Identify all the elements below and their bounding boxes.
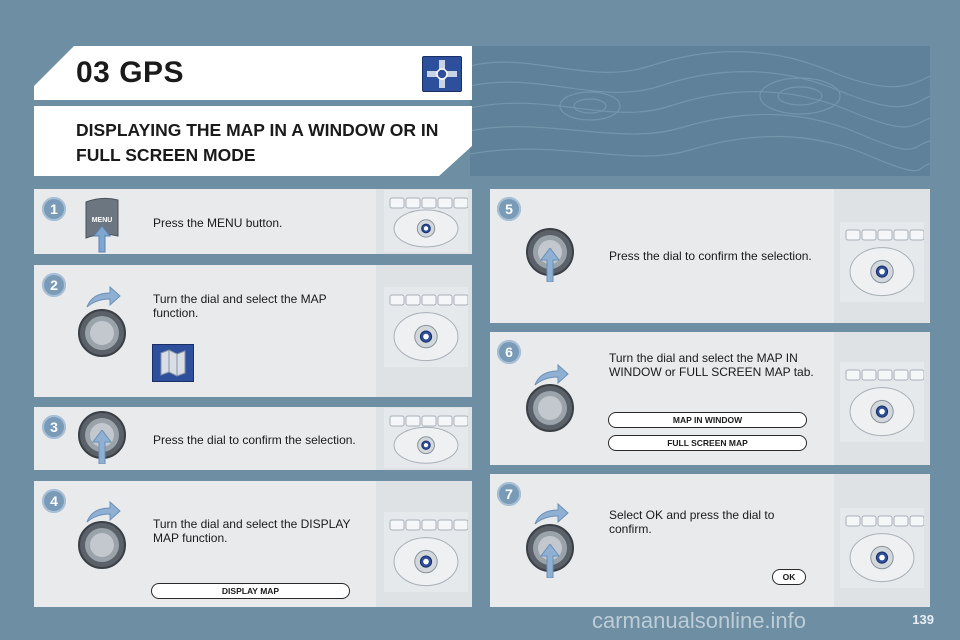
step-instruction: Press the dial to confirm the selection. bbox=[153, 433, 356, 447]
radio-console-image bbox=[384, 287, 468, 367]
press-arrow-icon bbox=[540, 544, 560, 578]
rotate-arrow-icon bbox=[532, 363, 570, 389]
step-instruction: Turn the dial and select the MAP IN WINDOW or FULL SCREEN MAP tab. bbox=[609, 351, 814, 379]
chapter-title: 03 GPS bbox=[76, 56, 185, 89]
press-arrow-icon bbox=[92, 430, 112, 464]
step-number-badge: 7 bbox=[497, 482, 521, 506]
step-instruction: Press the dial to confirm the selection. bbox=[609, 249, 812, 263]
map-in-window-option: MAP IN WINDOW bbox=[608, 412, 807, 428]
press-arrow-icon bbox=[540, 248, 560, 282]
svg-text:MENU: MENU bbox=[91, 217, 113, 224]
dial-icon bbox=[77, 308, 127, 358]
page-number: 139 bbox=[912, 612, 934, 627]
radio-console-image bbox=[840, 508, 924, 588]
section-title: DISPLAYING THE MAP IN A WINDOW OR IN FULL SCREEN MODE bbox=[76, 120, 439, 165]
step-number-badge: 5 bbox=[497, 197, 521, 221]
radio-console-image bbox=[384, 512, 468, 592]
step-instruction: Select OK and press the dial to confirm. bbox=[609, 508, 775, 536]
radio-console-image bbox=[384, 408, 468, 468]
watermark: carmanualsonline.info bbox=[592, 608, 807, 633]
step-instruction: Press the MENU button. bbox=[153, 216, 283, 230]
dial-icon bbox=[77, 520, 127, 570]
rotate-arrow-icon bbox=[84, 285, 122, 311]
display-map-option: DISPLAY MAP bbox=[151, 583, 350, 599]
rotate-arrow-icon bbox=[84, 500, 122, 526]
dial-icon bbox=[525, 383, 575, 433]
menu-button-icon bbox=[82, 196, 122, 238]
radio-console-image bbox=[840, 362, 924, 442]
step-number-badge: 1 bbox=[42, 197, 66, 221]
ok-option: OK bbox=[772, 569, 806, 585]
full-screen-map-option: FULL SCREEN MAP bbox=[608, 435, 807, 451]
gps-crossroad-icon bbox=[422, 56, 462, 92]
map-function-icon bbox=[152, 344, 194, 382]
step-number-badge: 6 bbox=[497, 340, 521, 364]
radio-console-image bbox=[384, 190, 468, 252]
step-instruction: Turn the dial and select the DISPLAY MAP function. bbox=[153, 517, 351, 545]
step-number-badge: 4 bbox=[42, 489, 66, 513]
step-number-badge: 2 bbox=[42, 273, 66, 297]
radio-console-image bbox=[840, 222, 924, 302]
rotate-arrow-icon bbox=[532, 502, 570, 528]
step-instruction: Turn the dial and select the MAP function. bbox=[153, 292, 327, 320]
topographic-map-banner bbox=[470, 46, 930, 176]
step-number-badge: 3 bbox=[42, 415, 66, 439]
